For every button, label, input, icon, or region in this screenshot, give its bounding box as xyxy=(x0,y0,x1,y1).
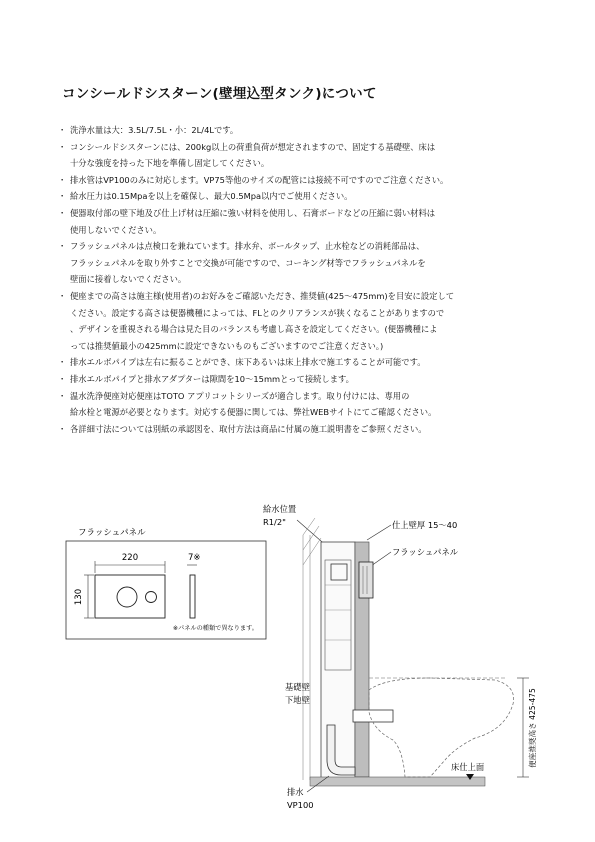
note-line xyxy=(58,404,558,421)
note-text: 排水エルボパイプは左右に振ることができ、床下あるいは床上排水で施工することが可能です。 xyxy=(70,357,426,368)
note-text: 排水エルボパイプと排水アダプターは隙間を10〜15mmとって接続します。 xyxy=(70,373,354,384)
installation-section-diagram xyxy=(255,490,555,830)
panel-side-view xyxy=(190,575,195,618)
note-text: 各詳細寸法については別紙の承認図を、取付方法は商品に付属の施工説明書をご参照ください。 xyxy=(70,423,427,434)
note-bullet: ・ xyxy=(58,191,67,202)
panel-diagram-label: フラッシュパネル xyxy=(78,528,146,538)
note-bullet: ・ xyxy=(58,390,67,401)
note-bullet: ・ xyxy=(58,357,67,368)
substrate-wall-label: 下地壁 xyxy=(285,695,310,705)
flush-panel-section xyxy=(359,562,373,598)
note-text: 十分な強度を持った下地を準備し固定してください。 xyxy=(70,158,270,169)
note-bullet: ・ xyxy=(58,125,67,135)
floor-slab xyxy=(310,777,485,786)
flush-panel-diagram xyxy=(60,515,272,645)
note-line xyxy=(58,288,558,305)
floor-finish-label: 床仕上面 xyxy=(451,762,485,772)
note-line xyxy=(58,271,558,288)
note-line xyxy=(58,188,558,205)
note-text: 便器取付部の壁下地及び仕上げ材は圧縮に強い材料を使用し、石膏ボードなどの圧縮に弱い材料は xyxy=(70,207,436,218)
supply-label: 給水位置 xyxy=(263,504,297,514)
finish-leader xyxy=(367,525,391,540)
note-text: っては推奨値最小の425mmに設定できないものもございますのでご注意ください。) xyxy=(70,340,384,351)
note-line xyxy=(58,172,558,189)
note-bullet: ・ xyxy=(58,241,67,252)
note-text: 壁面に接着しないでください。 xyxy=(70,274,187,285)
note-line xyxy=(58,205,558,222)
note-bullet: ・ xyxy=(58,373,67,384)
toilet-bowl-outline xyxy=(369,678,514,777)
base-wall-label: 基礎壁 xyxy=(285,682,310,692)
note-text: ください。設定する高さは便器機種によっては、FLとのクリアランスが狭くなることがありますので xyxy=(70,307,445,318)
flush-pipe xyxy=(353,710,393,722)
note-line xyxy=(58,371,558,388)
note-text: 給水栓と電源が必要となります。対応する便器に関しては、弊社WEBサイトにてご確認ください。 xyxy=(70,407,437,418)
note-line xyxy=(58,354,558,371)
note-line xyxy=(58,421,558,438)
drain-label: 排水 xyxy=(287,787,304,797)
base-wall xyxy=(303,518,321,780)
note-line xyxy=(58,238,558,255)
panel-front-view xyxy=(95,575,165,618)
note-text: コンシールドシスターンには、200kg以上の荷重負荷が想定されますので、固定する基礎壁、床は xyxy=(70,141,436,152)
note-line xyxy=(58,321,558,338)
note-line xyxy=(58,155,558,172)
panel-leader xyxy=(371,552,391,566)
panel-note: ※パネルの種類で異なります。 xyxy=(172,625,258,632)
drain-size: VP100 xyxy=(287,800,314,810)
note-bullet: ・ xyxy=(58,423,67,434)
note-bullet: ・ xyxy=(58,174,67,185)
note-text: フラッシュパネルを取り外すことで交換が可能ですので、コーキング材等でフラッシュパネルを xyxy=(70,257,426,268)
note-line xyxy=(58,139,558,156)
page-title: コンシールドシスターン(壁埋込型タンク)について xyxy=(62,86,377,102)
note-line xyxy=(58,338,558,355)
finish-thickness-label: 仕上壁厚 15〜40 xyxy=(392,520,458,530)
seat-height-label: 便座推奨高さ 425-475 xyxy=(528,688,537,768)
notes-list xyxy=(58,122,558,437)
note-bullet: ・ xyxy=(58,207,67,218)
note-text: 便座までの高さは施主様(使用者)のお好みをご確認いただき、推奨値(425〜475mm)を目安に設定して xyxy=(70,290,455,301)
flush-panel-label: フラッシュパネル xyxy=(392,547,459,557)
note-text: 給水圧力は0.15Mpaを以上を確保し、最大0.5Mpa以内でご使用ください。 xyxy=(70,191,353,202)
note-text: 、デザインを重視される場合は見た目のバランスも考慮し高さを設定してください。(便器機種によ xyxy=(70,324,438,335)
note-text: フラッシュパネルは点検口を兼ねています。排水弁、ボールタップ、止水栓などの消耗部品は、 xyxy=(70,241,425,252)
note-text: 洗浄水量は大：3.5L/7.5L・小：2L/4Lです。 xyxy=(70,125,239,135)
height-dim-label: 130 xyxy=(74,588,84,606)
note-line xyxy=(58,388,558,405)
note-text: 排水管はVP100のみに対応します。VP75等他のサイズの配管には接続不可ですのでご注意ください。 xyxy=(70,174,449,185)
note-line xyxy=(58,305,558,322)
note-text: 使用しないでください。 xyxy=(70,224,162,235)
width-dim-label: 220 xyxy=(121,553,139,563)
thickness-dim-label: 7※ xyxy=(188,553,201,563)
supply-size: R1/2" xyxy=(263,517,286,527)
note-bullet: ・ xyxy=(58,141,67,152)
note-line xyxy=(58,122,558,139)
note-bullet: ・ xyxy=(58,290,67,301)
note-line xyxy=(58,255,558,272)
note-text: 温水洗浄便座対応便座はTOTO アプリコットシリーズが適合します。取り付けには、専用の xyxy=(70,390,410,401)
note-line xyxy=(58,222,558,239)
cistern-frame xyxy=(321,542,355,780)
